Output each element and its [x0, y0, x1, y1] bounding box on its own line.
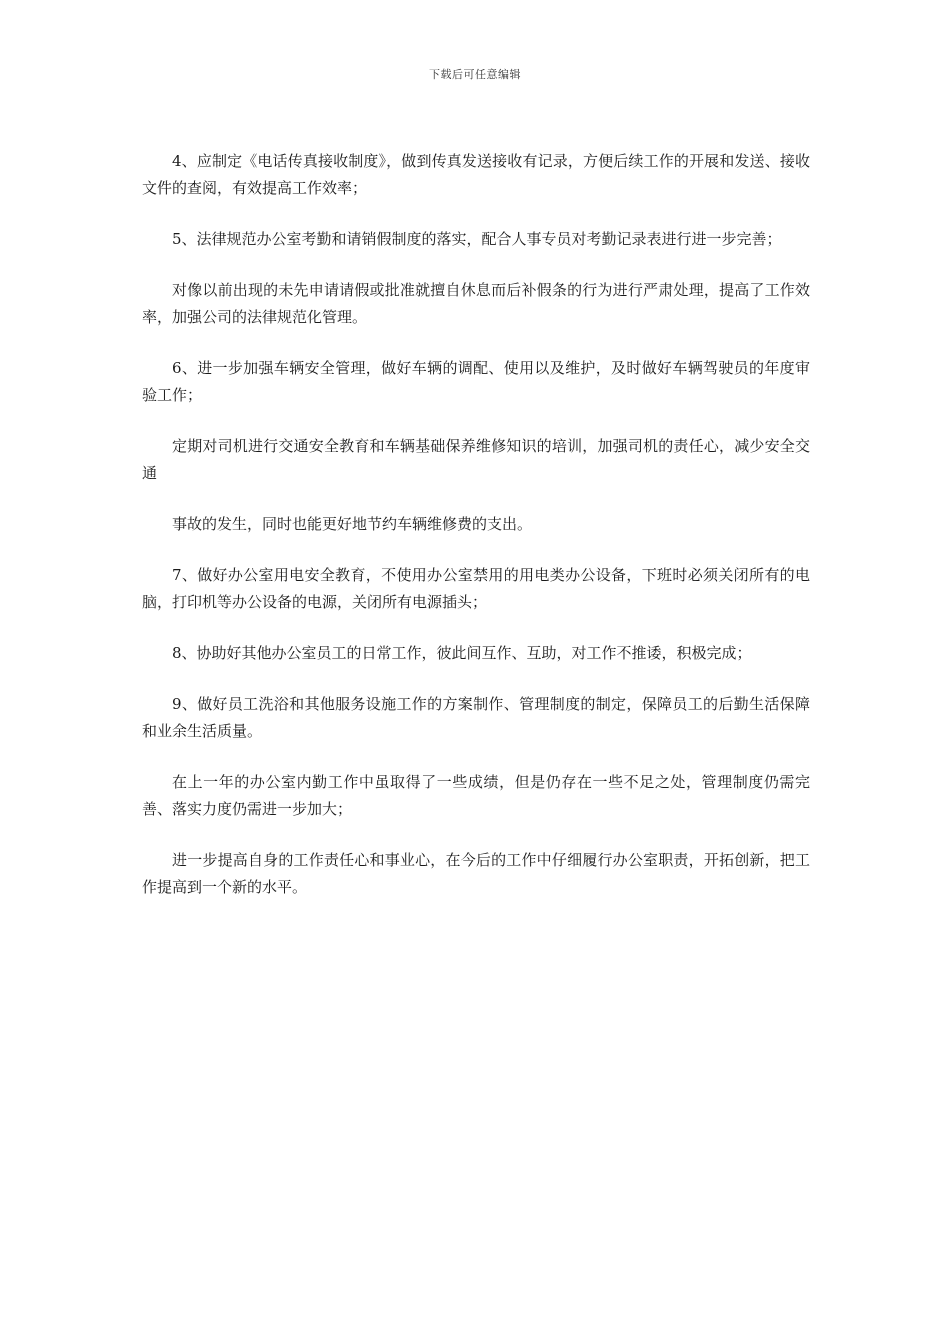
paragraph-leave-handling: 对像以前出现的未先申请请假或批准就擅自休息而后补假条的行为进行严肃处理，提高了工作效率，加强公司的法律规范化管理。	[142, 281, 810, 326]
paragraph-accident-prevention: 事故的发生，同时也能更好地节约车辆维修费的支出。	[172, 515, 533, 533]
paragraph-item-8: 8、协助好其他办公室员工的日常工作，彼此间互作、互助，对工作不推诿，积极完成；	[172, 644, 752, 662]
document-body	[142, 148, 810, 925]
paragraph-item-7: 7、做好办公室用电安全教育，不使用办公室禁用的用电类办公设备，下班时必须关闭所有的电脑，打印机等办公设备的电源，关闭所有电源插头；	[142, 566, 810, 611]
paragraph-item-6: 6、进一步加强车辆安全管理，做好车辆的调配、使用以及维护，及时做好车辆驾驶员的年度审验工作；	[142, 359, 810, 404]
paragraph-item-9: 9、做好员工洗浴和其他服务设施工作的方案制作、管理制度的制定，保障员工的后勤生活保障和业余生活质量。	[142, 695, 810, 740]
paragraph-conclusion: 进一步提高自身的工作责任心和事业心，在今后的工作中仔细履行办公室职责，开拓创新，把工作提高到一个新的水平。	[142, 851, 810, 896]
paragraph-item-5: 5、法律规范办公室考勤和请销假制度的落实，配合人事专员对考勤记录表进行进一步完善；	[172, 230, 782, 248]
paragraph-item-4: 4、应制定《电话传真接收制度》，做到传真发送接收有记录，方便后续工作的开展和发送、接收文件的查阅，有效提高工作效率；	[142, 152, 810, 197]
paragraph-shortcomings: 在上一年的办公室内勤工作中虽取得了一些成绩，但是仍存在一些不足之处，管理制度仍需完善、落实力度仍需进一步加大；	[142, 773, 810, 818]
page-header: 下载后可任意编辑	[429, 68, 521, 81]
paragraph-driver-training: 定期对司机进行交通安全教育和车辆基础保养维修知识的培训，加强司机的责任心，减少安全交通	[142, 437, 810, 482]
